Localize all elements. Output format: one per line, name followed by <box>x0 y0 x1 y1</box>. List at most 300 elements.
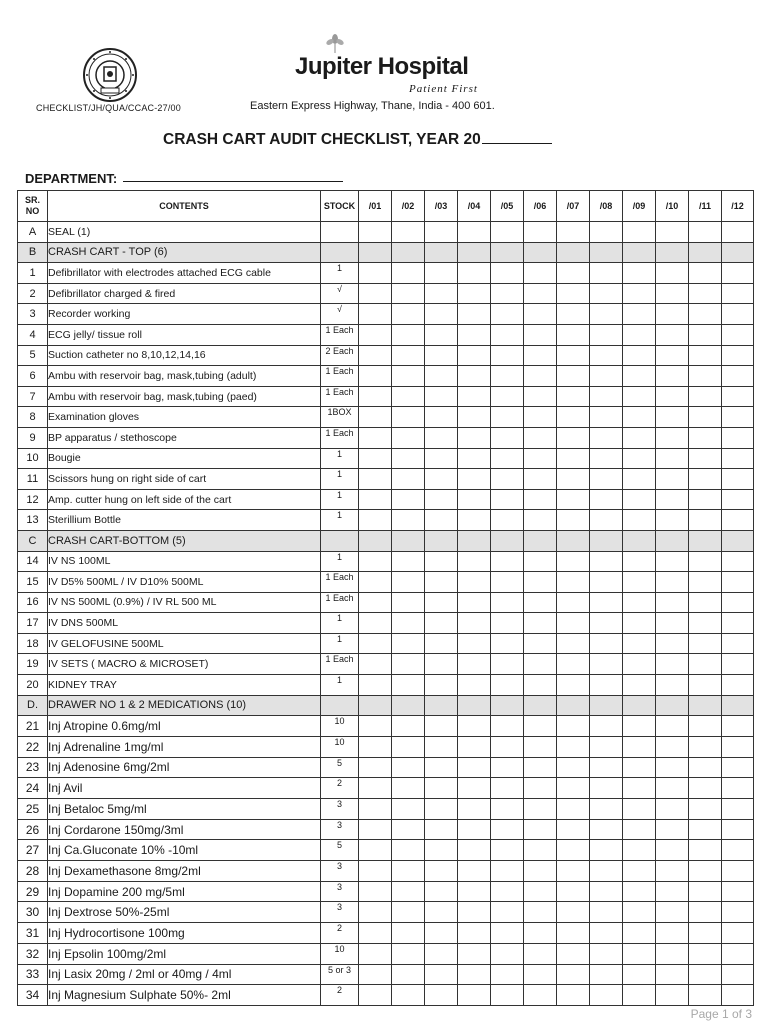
cell-month-check[interactable] <box>722 283 754 304</box>
cell-month-check[interactable] <box>491 386 524 407</box>
cell-month-check[interactable] <box>722 902 754 923</box>
cell-month-check[interactable] <box>623 304 656 325</box>
cell-month-check[interactable] <box>689 675 722 696</box>
cell-month-check[interactable] <box>656 407 689 428</box>
cell-month-check[interactable] <box>524 716 557 737</box>
cell-month-check[interactable] <box>623 427 656 448</box>
cell-month-check[interactable] <box>524 757 557 778</box>
cell-month-check[interactable] <box>524 242 557 263</box>
cell-month-check[interactable] <box>557 819 590 840</box>
cell-month-check[interactable] <box>458 819 491 840</box>
cell-month-check[interactable] <box>392 242 425 263</box>
cell-month-check[interactable] <box>557 985 590 1006</box>
cell-month-check[interactable] <box>425 242 458 263</box>
cell-month-check[interactable] <box>491 530 524 551</box>
cell-month-check[interactable] <box>557 427 590 448</box>
cell-month-check[interactable] <box>425 407 458 428</box>
cell-month-check[interactable] <box>458 283 491 304</box>
cell-month-check[interactable] <box>557 572 590 593</box>
cell-month-check[interactable] <box>689 448 722 469</box>
cell-month-check[interactable] <box>458 407 491 428</box>
cell-month-check[interactable] <box>623 964 656 985</box>
cell-month-check[interactable] <box>491 923 524 944</box>
cell-month-check[interactable] <box>359 510 392 531</box>
cell-month-check[interactable] <box>623 861 656 882</box>
cell-month-check[interactable] <box>491 345 524 366</box>
cell-month-check[interactable] <box>722 592 754 613</box>
cell-month-check[interactable] <box>623 943 656 964</box>
cell-month-check[interactable] <box>425 386 458 407</box>
cell-month-check[interactable] <box>722 943 754 964</box>
cell-month-check[interactable] <box>491 510 524 531</box>
cell-month-check[interactable] <box>557 613 590 634</box>
cell-month-check[interactable] <box>590 592 623 613</box>
cell-month-check[interactable] <box>656 881 689 902</box>
cell-month-check[interactable] <box>689 283 722 304</box>
cell-month-check[interactable] <box>524 695 557 716</box>
cell-month-check[interactable] <box>623 923 656 944</box>
cell-month-check[interactable] <box>524 778 557 799</box>
cell-month-check[interactable] <box>557 324 590 345</box>
cell-month-check[interactable] <box>590 469 623 490</box>
cell-month-check[interactable] <box>689 799 722 820</box>
cell-month-check[interactable] <box>656 964 689 985</box>
cell-month-check[interactable] <box>689 551 722 572</box>
cell-month-check[interactable] <box>656 324 689 345</box>
cell-month-check[interactable] <box>425 469 458 490</box>
cell-month-check[interactable] <box>524 840 557 861</box>
cell-month-check[interactable] <box>722 572 754 593</box>
cell-month-check[interactable] <box>425 263 458 284</box>
cell-month-check[interactable] <box>524 861 557 882</box>
cell-month-check[interactable] <box>590 861 623 882</box>
cell-month-check[interactable] <box>458 736 491 757</box>
cell-month-check[interactable] <box>689 819 722 840</box>
cell-month-check[interactable] <box>623 407 656 428</box>
cell-month-check[interactable] <box>524 366 557 387</box>
cell-month-check[interactable] <box>425 324 458 345</box>
cell-month-check[interactable] <box>689 345 722 366</box>
cell-month-check[interactable] <box>590 324 623 345</box>
cell-month-check[interactable] <box>689 736 722 757</box>
cell-month-check[interactable] <box>689 242 722 263</box>
cell-month-check[interactable] <box>623 633 656 654</box>
cell-month-check[interactable] <box>458 263 491 284</box>
cell-month-check[interactable] <box>524 675 557 696</box>
cell-month-check[interactable] <box>359 964 392 985</box>
cell-month-check[interactable] <box>623 819 656 840</box>
cell-month-check[interactable] <box>491 716 524 737</box>
cell-month-check[interactable] <box>359 861 392 882</box>
cell-month-check[interactable] <box>392 489 425 510</box>
cell-month-check[interactable] <box>524 923 557 944</box>
cell-month-check[interactable] <box>392 819 425 840</box>
year-blank-field[interactable] <box>482 143 552 144</box>
cell-month-check[interactable] <box>623 283 656 304</box>
cell-month-check[interactable] <box>392 695 425 716</box>
cell-month-check[interactable] <box>425 923 458 944</box>
cell-month-check[interactable] <box>656 778 689 799</box>
cell-month-check[interactable] <box>623 510 656 531</box>
cell-month-check[interactable] <box>425 902 458 923</box>
cell-month-check[interactable] <box>524 881 557 902</box>
cell-month-check[interactable] <box>689 386 722 407</box>
cell-month-check[interactable] <box>656 386 689 407</box>
cell-month-check[interactable] <box>623 840 656 861</box>
cell-month-check[interactable] <box>590 366 623 387</box>
cell-month-check[interactable] <box>491 902 524 923</box>
cell-month-check[interactable] <box>623 572 656 593</box>
cell-month-check[interactable] <box>590 386 623 407</box>
cell-month-check[interactable] <box>722 675 754 696</box>
cell-month-check[interactable] <box>425 510 458 531</box>
cell-month-check[interactable] <box>425 654 458 675</box>
cell-month-check[interactable] <box>656 716 689 737</box>
cell-month-check[interactable] <box>425 695 458 716</box>
cell-month-check[interactable] <box>722 510 754 531</box>
cell-month-check[interactable] <box>491 799 524 820</box>
cell-month-check[interactable] <box>590 943 623 964</box>
cell-month-check[interactable] <box>425 304 458 325</box>
cell-month-check[interactable] <box>425 736 458 757</box>
cell-month-check[interactable] <box>359 675 392 696</box>
cell-month-check[interactable] <box>458 943 491 964</box>
cell-month-check[interactable] <box>392 572 425 593</box>
cell-month-check[interactable] <box>425 861 458 882</box>
cell-month-check[interactable] <box>458 489 491 510</box>
cell-month-check[interactable] <box>491 283 524 304</box>
cell-month-check[interactable] <box>722 861 754 882</box>
cell-month-check[interactable] <box>557 345 590 366</box>
cell-month-check[interactable] <box>524 283 557 304</box>
cell-month-check[interactable] <box>392 366 425 387</box>
cell-month-check[interactable] <box>722 881 754 902</box>
cell-month-check[interactable] <box>491 572 524 593</box>
cell-month-check[interactable] <box>458 840 491 861</box>
cell-month-check[interactable] <box>590 633 623 654</box>
cell-month-check[interactable] <box>392 799 425 820</box>
cell-month-check[interactable] <box>590 654 623 675</box>
cell-month-check[interactable] <box>392 551 425 572</box>
cell-month-check[interactable] <box>590 799 623 820</box>
cell-month-check[interactable] <box>392 592 425 613</box>
cell-month-check[interactable] <box>656 489 689 510</box>
cell-month-check[interactable] <box>590 427 623 448</box>
cell-month-check[interactable] <box>458 345 491 366</box>
cell-month-check[interactable] <box>590 222 623 243</box>
cell-month-check[interactable] <box>656 572 689 593</box>
cell-month-check[interactable] <box>491 736 524 757</box>
cell-month-check[interactable] <box>524 819 557 840</box>
cell-month-check[interactable] <box>524 386 557 407</box>
cell-month-check[interactable] <box>458 923 491 944</box>
cell-month-check[interactable] <box>590 489 623 510</box>
cell-month-check[interactable] <box>458 633 491 654</box>
cell-month-check[interactable] <box>425 283 458 304</box>
cell-month-check[interactable] <box>524 613 557 634</box>
cell-month-check[interactable] <box>623 799 656 820</box>
cell-month-check[interactable] <box>392 881 425 902</box>
cell-month-check[interactable] <box>623 366 656 387</box>
cell-month-check[interactable] <box>590 530 623 551</box>
cell-month-check[interactable] <box>458 592 491 613</box>
cell-month-check[interactable] <box>722 366 754 387</box>
cell-month-check[interactable] <box>425 489 458 510</box>
cell-month-check[interactable] <box>458 448 491 469</box>
cell-month-check[interactable] <box>557 283 590 304</box>
cell-month-check[interactable] <box>557 861 590 882</box>
cell-month-check[interactable] <box>524 489 557 510</box>
cell-month-check[interactable] <box>623 469 656 490</box>
cell-month-check[interactable] <box>590 923 623 944</box>
cell-month-check[interactable] <box>656 902 689 923</box>
cell-month-check[interactable] <box>491 324 524 345</box>
cell-month-check[interactable] <box>524 345 557 366</box>
cell-month-check[interactable] <box>590 716 623 737</box>
cell-month-check[interactable] <box>722 345 754 366</box>
cell-month-check[interactable] <box>557 716 590 737</box>
cell-month-check[interactable] <box>623 530 656 551</box>
cell-month-check[interactable] <box>392 861 425 882</box>
cell-month-check[interactable] <box>392 840 425 861</box>
cell-month-check[interactable] <box>590 304 623 325</box>
cell-month-check[interactable] <box>392 222 425 243</box>
cell-month-check[interactable] <box>689 592 722 613</box>
cell-month-check[interactable] <box>722 304 754 325</box>
cell-month-check[interactable] <box>689 964 722 985</box>
cell-month-check[interactable] <box>590 675 623 696</box>
cell-month-check[interactable] <box>689 613 722 634</box>
cell-month-check[interactable] <box>359 799 392 820</box>
cell-month-check[interactable] <box>656 654 689 675</box>
cell-month-check[interactable] <box>458 510 491 531</box>
cell-month-check[interactable] <box>689 943 722 964</box>
cell-month-check[interactable] <box>689 695 722 716</box>
cell-month-check[interactable] <box>359 633 392 654</box>
cell-month-check[interactable] <box>722 407 754 428</box>
cell-month-check[interactable] <box>491 242 524 263</box>
cell-month-check[interactable] <box>359 324 392 345</box>
cell-month-check[interactable] <box>722 757 754 778</box>
cell-month-check[interactable] <box>491 304 524 325</box>
cell-month-check[interactable] <box>722 778 754 799</box>
cell-month-check[interactable] <box>425 345 458 366</box>
cell-month-check[interactable] <box>491 448 524 469</box>
cell-month-check[interactable] <box>359 427 392 448</box>
cell-month-check[interactable] <box>458 778 491 799</box>
cell-month-check[interactable] <box>689 861 722 882</box>
cell-month-check[interactable] <box>656 799 689 820</box>
cell-month-check[interactable] <box>590 551 623 572</box>
cell-month-check[interactable] <box>722 222 754 243</box>
cell-month-check[interactable] <box>425 427 458 448</box>
cell-month-check[interactable] <box>623 386 656 407</box>
cell-month-check[interactable] <box>425 840 458 861</box>
cell-month-check[interactable] <box>359 943 392 964</box>
cell-month-check[interactable] <box>425 675 458 696</box>
cell-month-check[interactable] <box>722 551 754 572</box>
cell-month-check[interactable] <box>623 675 656 696</box>
cell-month-check[interactable] <box>623 222 656 243</box>
cell-month-check[interactable] <box>722 448 754 469</box>
cell-month-check[interactable] <box>491 964 524 985</box>
cell-month-check[interactable] <box>557 675 590 696</box>
cell-month-check[interactable] <box>458 572 491 593</box>
cell-month-check[interactable] <box>359 222 392 243</box>
cell-month-check[interactable] <box>458 799 491 820</box>
cell-month-check[interactable] <box>524 964 557 985</box>
cell-month-check[interactable] <box>590 819 623 840</box>
cell-month-check[interactable] <box>425 592 458 613</box>
cell-month-check[interactable] <box>656 283 689 304</box>
cell-month-check[interactable] <box>359 716 392 737</box>
cell-month-check[interactable] <box>359 757 392 778</box>
cell-month-check[interactable] <box>524 592 557 613</box>
cell-month-check[interactable] <box>623 592 656 613</box>
cell-month-check[interactable] <box>524 799 557 820</box>
cell-month-check[interactable] <box>491 985 524 1006</box>
cell-month-check[interactable] <box>524 448 557 469</box>
cell-month-check[interactable] <box>656 242 689 263</box>
cell-month-check[interactable] <box>392 345 425 366</box>
cell-month-check[interactable] <box>491 695 524 716</box>
cell-month-check[interactable] <box>722 654 754 675</box>
cell-month-check[interactable] <box>623 654 656 675</box>
cell-month-check[interactable] <box>392 736 425 757</box>
cell-month-check[interactable] <box>458 757 491 778</box>
cell-month-check[interactable] <box>425 819 458 840</box>
cell-month-check[interactable] <box>722 716 754 737</box>
cell-month-check[interactable] <box>425 985 458 1006</box>
cell-month-check[interactable] <box>491 551 524 572</box>
cell-month-check[interactable] <box>656 448 689 469</box>
cell-month-check[interactable] <box>656 222 689 243</box>
cell-month-check[interactable] <box>491 778 524 799</box>
cell-month-check[interactable] <box>623 242 656 263</box>
cell-month-check[interactable] <box>392 304 425 325</box>
cell-month-check[interactable] <box>359 489 392 510</box>
cell-month-check[interactable] <box>722 985 754 1006</box>
cell-month-check[interactable] <box>524 902 557 923</box>
cell-month-check[interactable] <box>656 304 689 325</box>
cell-month-check[interactable] <box>656 469 689 490</box>
cell-month-check[interactable] <box>458 675 491 696</box>
cell-month-check[interactable] <box>689 263 722 284</box>
cell-month-check[interactable] <box>722 736 754 757</box>
cell-month-check[interactable] <box>359 695 392 716</box>
cell-month-check[interactable] <box>590 881 623 902</box>
cell-month-check[interactable] <box>392 902 425 923</box>
cell-month-check[interactable] <box>590 613 623 634</box>
cell-month-check[interactable] <box>689 881 722 902</box>
cell-month-check[interactable] <box>656 736 689 757</box>
cell-month-check[interactable] <box>491 819 524 840</box>
cell-month-check[interactable] <box>425 716 458 737</box>
cell-month-check[interactable] <box>524 633 557 654</box>
cell-month-check[interactable] <box>590 964 623 985</box>
cell-month-check[interactable] <box>623 757 656 778</box>
cell-month-check[interactable] <box>590 510 623 531</box>
cell-month-check[interactable] <box>689 902 722 923</box>
cell-month-check[interactable] <box>623 551 656 572</box>
cell-month-check[interactable] <box>491 366 524 387</box>
cell-month-check[interactable] <box>557 964 590 985</box>
cell-month-check[interactable] <box>524 510 557 531</box>
cell-month-check[interactable] <box>359 551 392 572</box>
cell-month-check[interactable] <box>623 695 656 716</box>
cell-month-check[interactable] <box>722 633 754 654</box>
cell-month-check[interactable] <box>656 427 689 448</box>
cell-month-check[interactable] <box>359 283 392 304</box>
cell-month-check[interactable] <box>689 923 722 944</box>
cell-month-check[interactable] <box>359 819 392 840</box>
cell-month-check[interactable] <box>359 985 392 1006</box>
cell-month-check[interactable] <box>656 263 689 284</box>
cell-month-check[interactable] <box>557 757 590 778</box>
cell-month-check[interactable] <box>689 654 722 675</box>
cell-month-check[interactable] <box>656 366 689 387</box>
cell-month-check[interactable] <box>557 778 590 799</box>
cell-month-check[interactable] <box>524 222 557 243</box>
cell-month-check[interactable] <box>623 324 656 345</box>
cell-month-check[interactable] <box>359 572 392 593</box>
cell-month-check[interactable] <box>689 324 722 345</box>
cell-month-check[interactable] <box>458 242 491 263</box>
cell-month-check[interactable] <box>425 778 458 799</box>
cell-month-check[interactable] <box>689 469 722 490</box>
cell-month-check[interactable] <box>557 592 590 613</box>
cell-month-check[interactable] <box>392 964 425 985</box>
cell-month-check[interactable] <box>392 923 425 944</box>
cell-month-check[interactable] <box>656 985 689 1006</box>
cell-month-check[interactable] <box>458 881 491 902</box>
cell-month-check[interactable] <box>656 819 689 840</box>
cell-month-check[interactable] <box>458 964 491 985</box>
cell-month-check[interactable] <box>689 222 722 243</box>
cell-month-check[interactable] <box>392 530 425 551</box>
cell-month-check[interactable] <box>590 242 623 263</box>
cell-month-check[interactable] <box>623 448 656 469</box>
cell-month-check[interactable] <box>458 902 491 923</box>
cell-month-check[interactable] <box>491 654 524 675</box>
cell-month-check[interactable] <box>491 427 524 448</box>
cell-month-check[interactable] <box>722 386 754 407</box>
cell-month-check[interactable] <box>557 736 590 757</box>
cell-month-check[interactable] <box>425 530 458 551</box>
cell-month-check[interactable] <box>689 633 722 654</box>
cell-month-check[interactable] <box>359 530 392 551</box>
cell-month-check[interactable] <box>458 386 491 407</box>
cell-month-check[interactable] <box>722 263 754 284</box>
cell-month-check[interactable] <box>623 716 656 737</box>
cell-month-check[interactable] <box>689 510 722 531</box>
cell-month-check[interactable] <box>524 324 557 345</box>
cell-month-check[interactable] <box>359 592 392 613</box>
cell-month-check[interactable] <box>524 551 557 572</box>
cell-month-check[interactable] <box>392 943 425 964</box>
cell-month-check[interactable] <box>689 840 722 861</box>
cell-month-check[interactable] <box>689 407 722 428</box>
cell-month-check[interactable] <box>590 695 623 716</box>
cell-month-check[interactable] <box>491 840 524 861</box>
cell-month-check[interactable] <box>557 263 590 284</box>
cell-month-check[interactable] <box>557 695 590 716</box>
cell-month-check[interactable] <box>689 366 722 387</box>
cell-month-check[interactable] <box>590 902 623 923</box>
cell-month-check[interactable] <box>458 366 491 387</box>
cell-month-check[interactable] <box>656 861 689 882</box>
cell-month-check[interactable] <box>359 366 392 387</box>
